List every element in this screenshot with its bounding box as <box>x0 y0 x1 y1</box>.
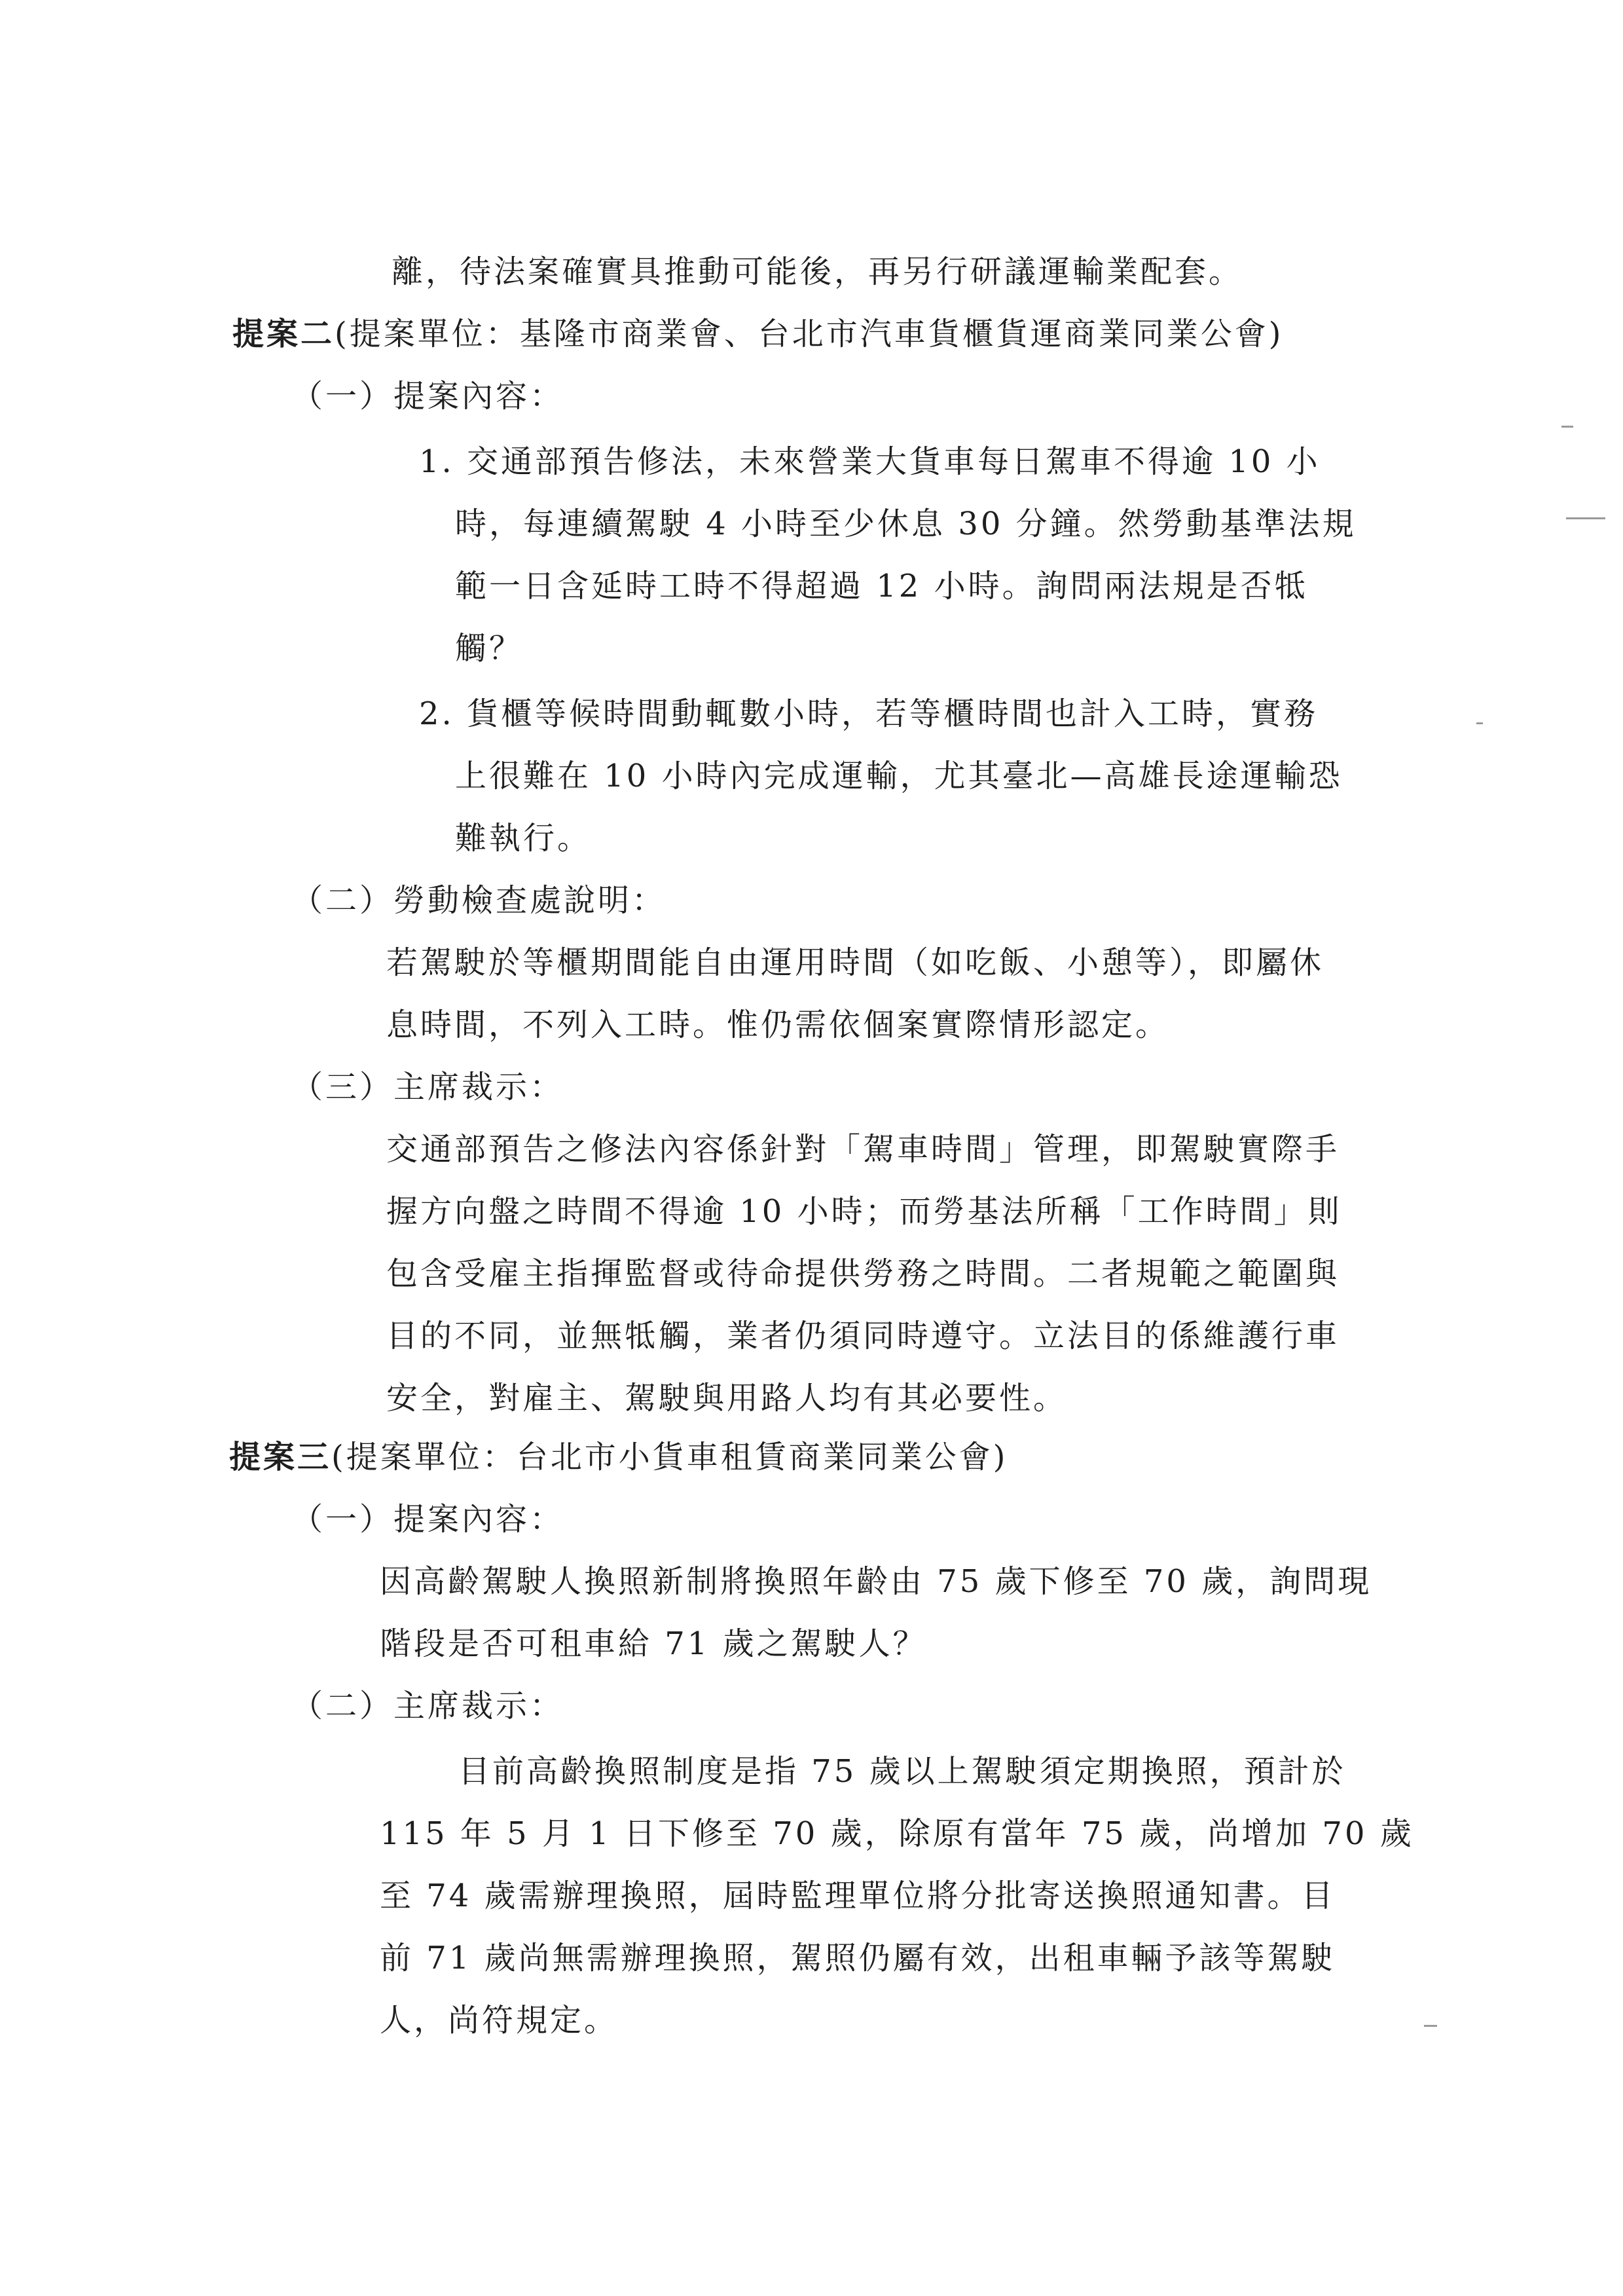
proposal2-section1-heading: （一）提案內容： <box>291 378 564 415</box>
proposal2-section2-line2: 息時間，不列入工時。惟仍需依個案實際情形認定。 <box>386 1007 1170 1043</box>
proposal3-section2-line1: 目前高齡換照制度是指 75 歲以上駕駛須定期換照，預計於 <box>458 1753 1346 1790</box>
proposal2-section3-heading: （三）主席裁示： <box>291 1069 564 1105</box>
proposal3-section1-heading: （一）提案內容： <box>291 1501 564 1538</box>
proposal2-item1-line3: 範一日含延時工時不得超過 12 小時。詢問兩法規是否牴 <box>455 568 1309 604</box>
proposal3-title <box>229 1437 1008 1477</box>
proposal2-item1-line4: 觸？ <box>455 630 524 667</box>
proposal3-unit: (提案單位：台北市小貨車租賃商業同業公會) <box>331 1439 1008 1475</box>
proposal2-item1-line2: 時，每連續駕駛 4 小時至少休息 30 分鐘。然勞動基準法規 <box>455 506 1357 542</box>
proposal3-section2-line2: 115 年 5 月 1 日下修至 70 歲，除原有當年 75 歲，尚增加 70 歲 <box>380 1815 1414 1852</box>
scan-mark-4 <box>1424 2025 1437 2027</box>
proposal2-section3-line1: 交通部預告之修法內容係針對「駕車時間」管理，即駕駛實際手 <box>386 1131 1340 1168</box>
proposal3-section2-line4: 前 71 歲尚無需辦理換照，駕照仍屬有效，出租車輛予該等駕駛 <box>380 1940 1336 1976</box>
proposal2-section3-line5: 安全，對雇主、駕駛與用路人均有其必要性。 <box>386 1380 1068 1416</box>
proposal2-section3-line4: 目的不同，並無牴觸，業者仍須同時遵守。立法目的係維護行車 <box>386 1318 1340 1354</box>
proposal2-title <box>232 314 1283 354</box>
proposal2-unit: (提案單位：基隆市商業會、台北市汽車貨櫃貨運商業同業公會) <box>335 316 1284 352</box>
proposal2-section3-line2: 握方向盤之時間不得逾 10 小時；而勞基法所稱「工作時間」則 <box>386 1193 1342 1230</box>
proposal3-section1-line1: 因高齡駕駛人換照新制將換照年齡由 75 歲下修至 70 歲，詢問現 <box>380 1563 1372 1600</box>
proposal2-item2-line2: 上很難在 10 小時內完成運輸，尤其臺北—高雄長途運輸恐 <box>455 758 1343 794</box>
proposal2-section2-line1: 若駕駛於等櫃期間能自由運用時間（如吃飯、小憩等），即屬休 <box>386 944 1324 981</box>
proposal2-item2-line1: 2. 貨櫃等候時間動輒數小時，若等櫃時間也計入工時，實務 <box>419 695 1319 732</box>
proposal3-section2-line5: 人，尚符規定。 <box>380 2002 619 2039</box>
scan-mark-3 <box>1476 722 1483 724</box>
proposal3-label: 提案三 <box>229 1439 332 1475</box>
scan-mark-1 <box>1561 426 1573 428</box>
proposal3-section2-line3: 至 74 歲需辦理換照，屆時監理單位將分批寄送換照通知書。目 <box>380 1878 1336 1914</box>
proposal2-label: 提案二 <box>232 316 335 352</box>
scan-mark-2 <box>1566 517 1605 519</box>
proposal3-section2-heading: （二）主席裁示： <box>291 1688 564 1724</box>
proposal2-section2-heading: （二）勞動檢查處說明： <box>291 882 666 919</box>
proposal2-section3-line3: 包含受雇主指揮監督或待命提供勞務之時間。二者規範之範圍與 <box>386 1255 1340 1292</box>
intro-line: 離，待法案確實具推動可能後，再另行研議運輸業配套。 <box>392 253 1243 290</box>
proposal3-section1-line2: 階段是否可租車給 71 歲之駕駛人？ <box>380 1625 927 1662</box>
proposal2-item1-line1: 1. 交通部預告修法，未來營業大貨車每日駕車不得逾 10 小 <box>419 443 1321 480</box>
proposal2-item2-line3: 難執行。 <box>455 820 592 857</box>
